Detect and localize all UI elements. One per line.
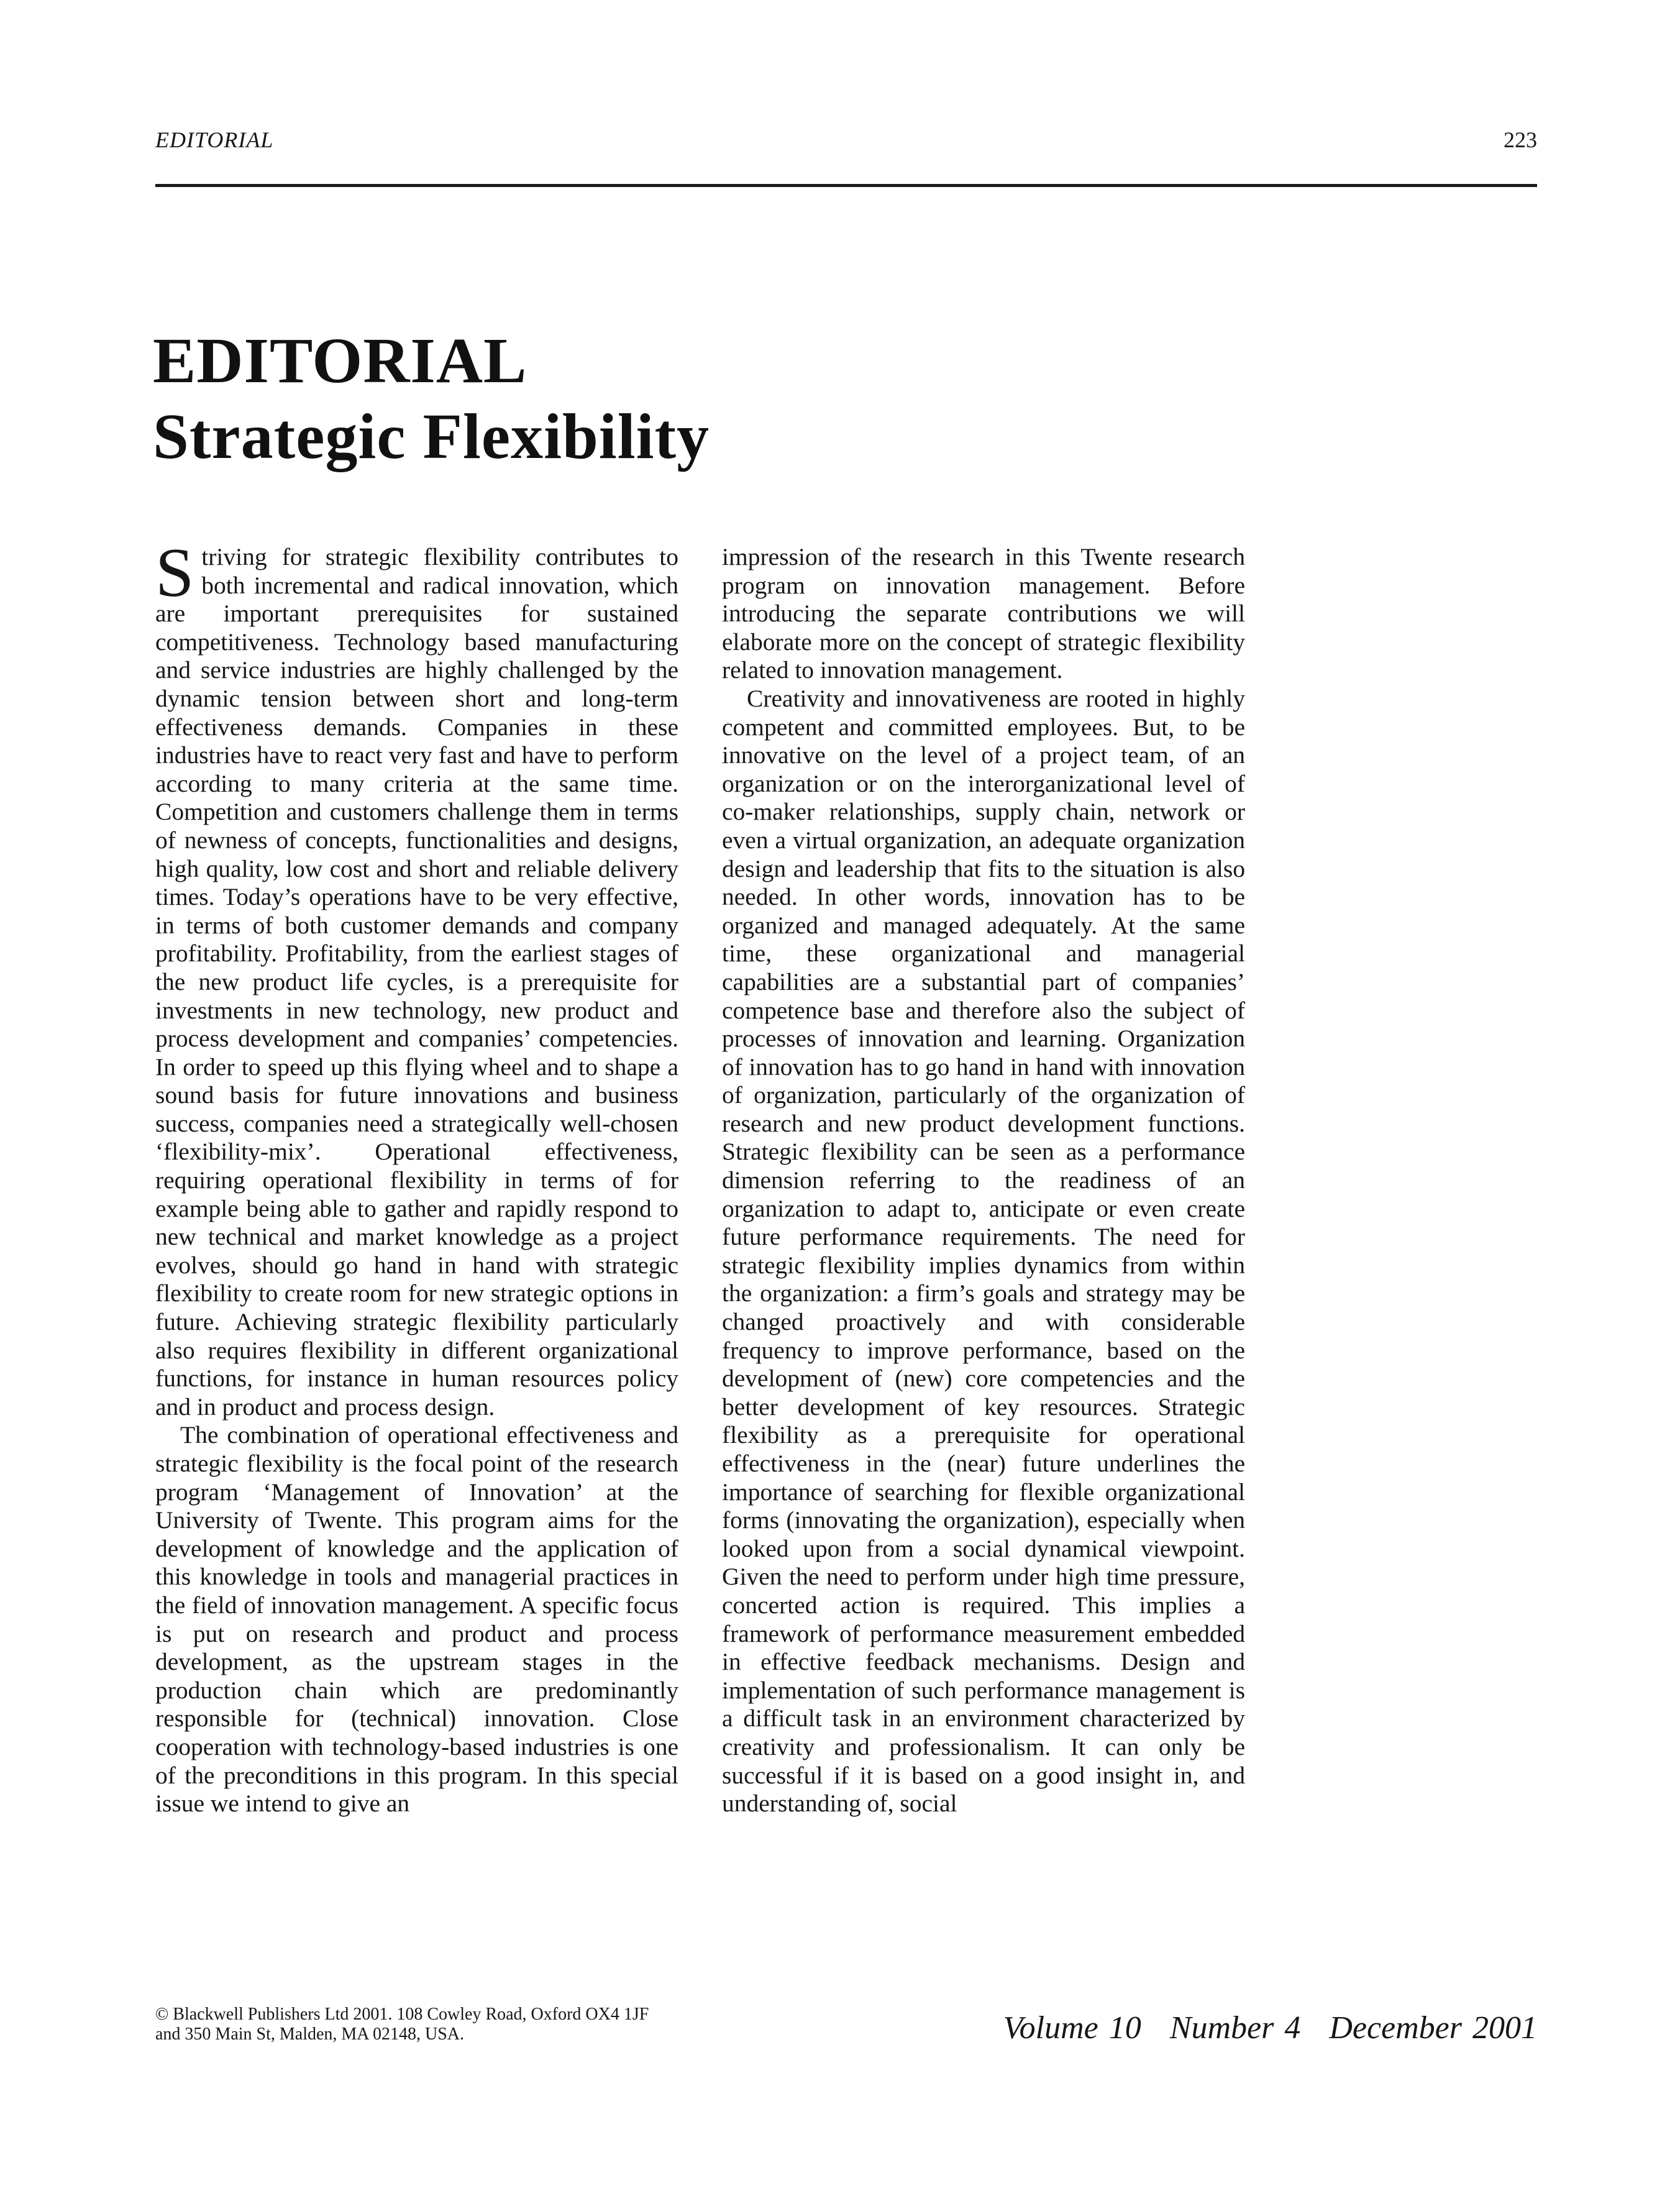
running-head-section: EDITORIAL [155, 127, 274, 152]
column-left [155, 534, 678, 1818]
paragraph-3: impression of the research in this Twente research program on innovation management. Before introducing the separate contributions we will elaborate more on the concept of strategic flexibility related to innovation management. [722, 543, 1245, 684]
issue-info [1003, 2010, 1537, 2046]
copyright-notice [155, 2005, 649, 2044]
paragraph-1-text: triving for strategic flexibility contributes to both incremental and radical innovation, which are important prerequisites for sustained competitiveness. Technology based manufacturing and service industries are highly challenged by the dynamic tension between short and long-term effectiveness demands. Companies in these industries have to react very fast and have to perform according to many criteria at the same time. Competition and customers challenge them in terms of newness of concepts, functionalities and designs, high quality, low cost and short and reliable delivery times. Today’s operations have to be very effective, in terms of both customer demands and company profitability. Profitability, from the earliest stages of the new product life cycles, is a prerequisite for investments in new technology, new product and process development and companies’ competencies. In order to speed up this flying wheel and to shape a sound basis for future innovations and business success, companies need a strategically well-chosen ‘flexibility-mix’. Operational effectiveness, requiring operational flexibility in terms of for example being able to gather and rapidly respond to new technical and market knowledge as a project evolves, should go hand in hand with strategic flexibility to create room for new strategic options in future. Achieving strategic flexibility particularly also requires flexibility in different organizational functions, for instance in human resources policy and in product and process design. [155, 543, 678, 1421]
header-rule [155, 184, 1537, 187]
issue-date: December 2001 [1329, 2010, 1537, 2046]
title-line-editorial: EDITORIAL [153, 325, 527, 396]
issue-number: Number 4 [1169, 2010, 1301, 2046]
issue-volume: Volume 10 [1003, 2010, 1141, 2046]
paragraph-2: The combination of operational effectiveness and strategic flexibility is the focal point of the research program ‘Management of Innovation’ at the University of Twente. This program aims for the development of knowledge and the application of this knowledge in tools and managerial practices in the field of innovation management. A specific focus is put on research and product and process development, as the upstream stages in the production chain which are predominantly responsible for (technical) innovation. Close cooperation with technology-based industries is one of the preconditions in this program. In this special issue we intend to give an [155, 1421, 678, 1818]
title-line-subject: Strategic Flexibility [153, 401, 710, 472]
copyright-line-1: © Blackwell Publishers Ltd 2001. 108 Cowley Road, Oxford OX4 1JF [155, 2005, 649, 2024]
column-right [722, 543, 1245, 1818]
drop-cap: S [155, 534, 194, 611]
paragraph-1 [155, 534, 678, 1421]
paragraph-4: Creativity and innovativeness are rooted in highly competent and committed employees. But, to be innovative on the level of a project team, of an organization or on the interorganizational level of co-maker relationships, supply chain, network or even a virtual organization, an adequate organization design and leadership that fits to the situation is also needed. In other words, innovation has to be organized and managed adequately. At the same time, these organizational and managerial capabilities are a substantial part of companies’ competence base and therefore also the subject of processes of innovation and learning. Organization of innovation has to go hand in hand with innovation of organization, particularly of the organization of research and new product development functions. Strategic flexibility can be seen as a performance dimension referring to the readiness of an organization to adapt to, anticipate or even create future performance requirements. The need for strategic flexibility implies dynamics from within the organization: a firm’s goals and strategy may be changed proactively and with considerable frequency to improve performance, based on the development of (new) core competencies and the better development of key resources. Strategic flexibility as a prerequisite for operational effectiveness in the (near) future underlines the importance of searching for flexible organizational forms (innovating the organization), especially when looked upon from a social dynamical viewpoint. Given the need to perform under high time pressure, concerted action is required. This implies a framework of performance measurement embedded in effective feedback mechanisms. Design and implementation of such performance management is a difficult task in an environment characterized by creativity and professionalism. It can only be successful if it is based on a good insight in, and understanding of, social [722, 684, 1245, 1818]
article-title [153, 323, 710, 475]
running-head [155, 127, 1537, 154]
copyright-line-2: and 350 Main St, Malden, MA 02148, USA. [155, 2025, 464, 2044]
page-number: 223 [1504, 127, 1537, 152]
